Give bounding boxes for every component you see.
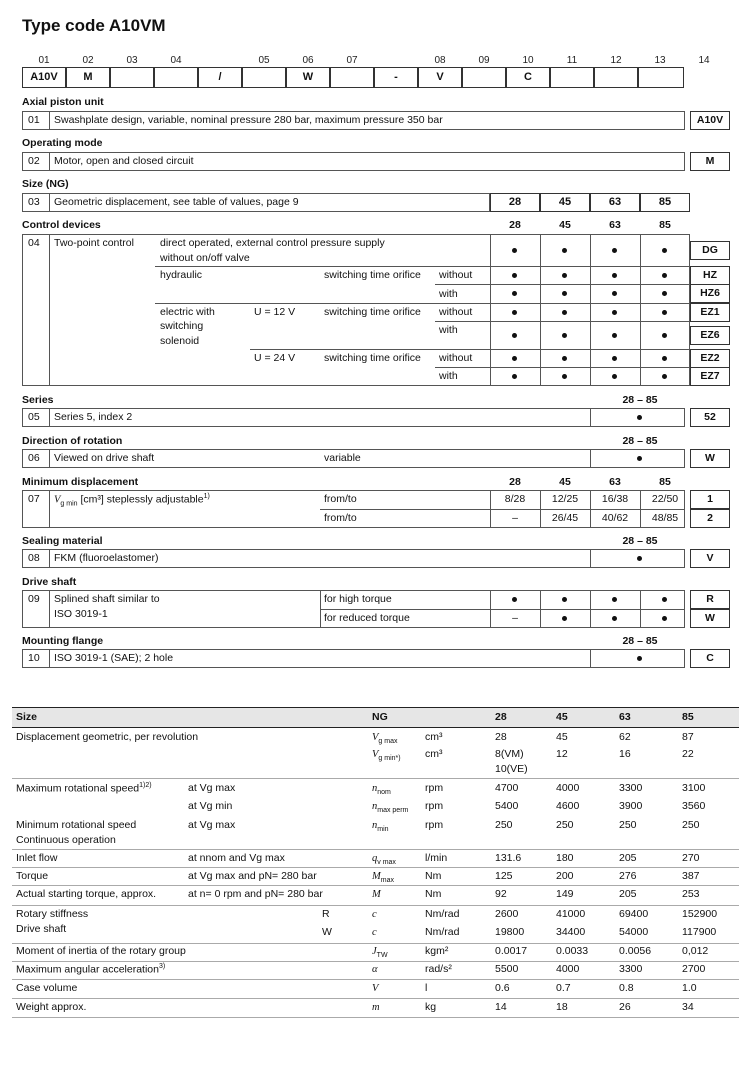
size-box: 85 xyxy=(640,193,690,212)
control-dot xyxy=(612,248,617,253)
table-row-unit: l xyxy=(425,982,428,994)
table-cell: 5400 xyxy=(495,800,519,812)
table-row-label: Weight approx. xyxy=(16,1001,87,1013)
table-row-symbol: $J_{TW}$ xyxy=(372,946,388,960)
control-name: Two-point control xyxy=(54,237,134,249)
control-with-3: with xyxy=(439,370,458,382)
table-cell: 4600 xyxy=(556,800,580,812)
table-cell: 54000 xyxy=(619,926,649,938)
table-row-symbol: m xyxy=(372,1002,380,1013)
section-header-control: Control devices xyxy=(22,219,101,231)
table-cell: 250 xyxy=(556,819,574,831)
section-header-flange: Mounting flange xyxy=(22,635,104,647)
table-row-condition: at Vg max xyxy=(188,819,236,831)
opmode-num: 02 xyxy=(28,155,40,167)
table-row-label: Inlet flow xyxy=(16,852,58,864)
flange-desc: ISO 3019-1 (SAE); 2 hole xyxy=(54,652,174,664)
code-cell xyxy=(110,67,154,88)
control-code: EZ6 xyxy=(690,326,730,345)
control-dot xyxy=(512,273,517,278)
table-cell: 2700 xyxy=(682,963,706,975)
table-row-symbol: $q_{v max}$ xyxy=(372,853,396,867)
mindisp-size-header: 45 xyxy=(559,476,571,488)
control-dot xyxy=(612,291,617,296)
table-cell: 0.0017 xyxy=(495,945,528,957)
series-dot xyxy=(637,415,642,420)
table-cell: 270 xyxy=(682,852,700,864)
rotation-dot xyxy=(637,456,642,461)
table-row-condition: W xyxy=(322,926,332,938)
control-dot xyxy=(662,248,667,253)
shaft-dot-red-45 xyxy=(562,616,567,621)
position-number: 07 xyxy=(346,55,358,66)
control-dot xyxy=(512,310,517,315)
table-cell: 4000 xyxy=(556,963,580,975)
mindisp-code-2: 2 xyxy=(690,509,730,528)
control-electric-3: solenoid xyxy=(160,335,200,347)
seal-range: 28 – 85 xyxy=(622,535,658,547)
series-range: 28 – 85 xyxy=(622,394,658,406)
series-desc: Series 5, index 2 xyxy=(54,411,133,423)
axial-code: A10V xyxy=(690,111,730,130)
table-cell: 34 xyxy=(682,1001,694,1013)
control-with-1: with xyxy=(439,288,458,300)
shaft-num: 09 xyxy=(28,593,40,605)
table-cell: 253 xyxy=(682,888,700,900)
table-cell: 69400 xyxy=(619,908,649,920)
mindisp-fromto-2: from/to xyxy=(324,512,357,524)
control-dot xyxy=(562,291,567,296)
code-cell: A10V xyxy=(22,67,66,88)
table-divider xyxy=(12,979,739,980)
control-dot xyxy=(662,291,667,296)
table-row-symbol: $n_{nom}$ xyxy=(372,783,391,797)
mindisp-num: 07 xyxy=(28,493,40,505)
shaft-high: for high torque xyxy=(324,593,392,605)
rotation-range: 28 – 85 xyxy=(622,435,658,447)
table-cell: 92 xyxy=(495,888,507,900)
table-cell: 200 xyxy=(556,870,574,882)
position-number: 03 xyxy=(126,55,138,66)
table-cell: 19800 xyxy=(495,926,525,938)
position-number: 06 xyxy=(302,55,314,66)
table-cell: 12 xyxy=(556,748,568,760)
size-desc: Geometric displacement, see table of values, page 9 xyxy=(54,196,299,208)
table-cell: 387 xyxy=(682,870,700,882)
control-without-1: without xyxy=(439,269,473,281)
position-number: 05 xyxy=(258,55,270,66)
table-row-label: Case volume xyxy=(16,982,78,994)
table-cell: 5500 xyxy=(495,963,519,975)
mindisp-value: 16/38 xyxy=(601,493,629,505)
table-row-condition: at Vg min xyxy=(188,800,233,812)
table-row-unit: cm³ xyxy=(425,731,443,743)
table-row-symbol: $V_{g max}$ xyxy=(372,732,398,746)
code-cell: - xyxy=(374,67,418,88)
mindisp-size-header: 28 xyxy=(509,476,521,488)
size-box: 28 xyxy=(490,193,540,212)
table-row-condition: at Vg max xyxy=(188,782,236,794)
table-header-ng: NG xyxy=(372,711,388,723)
mindisp-value: 26/45 xyxy=(551,512,579,524)
section-header-size: Size (NG) xyxy=(22,178,69,190)
table-cell: 1.0 xyxy=(682,982,697,994)
rotation-desc: Viewed on drive shaft xyxy=(54,452,155,464)
control-with-2: with xyxy=(439,324,458,336)
control-code: DG xyxy=(690,241,730,260)
table-row-symbol: $n_{min}$ xyxy=(372,820,389,834)
shaft-dot-high-45 xyxy=(562,597,567,602)
section-header-shaft: Drive shaft xyxy=(22,576,77,588)
control-dot xyxy=(512,291,517,296)
table-cell: 4000 xyxy=(556,782,580,794)
control-num: 04 xyxy=(28,237,40,249)
flange-range: 28 – 85 xyxy=(622,635,658,647)
page-title: Type code A10VM xyxy=(22,16,166,35)
code-cell xyxy=(154,67,198,88)
code-cell xyxy=(594,67,638,88)
mindisp-desc: $V_{g min}$ [cm³] steplessly adjustable$^{1)}$ xyxy=(54,493,210,508)
position-number: 09 xyxy=(478,55,490,66)
table-row-unit: Nm/rad xyxy=(425,908,460,920)
table-header-col: 45 xyxy=(556,711,568,723)
mindisp-value: 40/62 xyxy=(601,512,629,524)
table-cell: 87 xyxy=(682,731,694,743)
table-row-unit: rpm xyxy=(425,800,444,812)
table-cell: 3300 xyxy=(619,782,643,794)
table-row-condition: at Vg max and pN= 280 bar xyxy=(188,870,317,882)
table-cell-extra: 10(VE) xyxy=(495,763,528,775)
shaft-dot-high-28 xyxy=(512,597,517,602)
section-header-rotation: Direction of rotation xyxy=(22,435,123,447)
table-cell: 16 xyxy=(619,748,631,760)
table-cell: 276 xyxy=(619,870,637,882)
control-orifice-1: switching time orifice xyxy=(324,269,421,281)
table-cell: 18 xyxy=(556,1001,568,1013)
control-without-2: without xyxy=(439,306,473,318)
flange-code: C xyxy=(690,649,730,668)
mindisp-fromto-1: from/to xyxy=(324,493,357,505)
table-row-symbol: V xyxy=(372,983,379,994)
section-header-mindisp: Minimum displacement xyxy=(22,476,139,488)
control-orifice-3: switching time orifice xyxy=(324,352,421,364)
table-cell: 3100 xyxy=(682,782,706,794)
table-row-symbol: $V_{g min*)}$ xyxy=(372,749,401,763)
table-row-unit: rpm xyxy=(425,782,444,794)
table-row-label: Maximum rotational speed$^{1)2)}$ xyxy=(16,782,152,795)
axial-desc: Swashplate design, variable, nominal pressure 280 bar, maximum pressure 350 bar xyxy=(54,114,443,126)
mindisp-value: 12/25 xyxy=(551,493,579,505)
control-dot xyxy=(612,273,617,278)
shaft-desc2: ISO 3019-1 xyxy=(54,608,108,620)
position-number: 12 xyxy=(610,55,622,66)
seal-desc: FKM (fluoroelastomer) xyxy=(54,552,159,564)
table-row-label: Moment of inertia of the rotary group xyxy=(16,945,186,957)
control-dot xyxy=(512,356,517,361)
shaft-dot-high-63 xyxy=(612,597,617,602)
code-cell xyxy=(330,67,374,88)
mindisp-size-header: 85 xyxy=(659,476,671,488)
code-cell: V xyxy=(418,67,462,88)
control-dot xyxy=(662,333,667,338)
table-cell: 14 xyxy=(495,1001,507,1013)
table-row-label: Rotary stiffness xyxy=(16,908,89,920)
control-dot xyxy=(512,248,517,253)
seal-code: V xyxy=(690,549,730,568)
control-direct2: without on/off valve xyxy=(160,252,250,264)
table-row-condition: at n= 0 rpm and pN= 280 bar xyxy=(188,888,323,900)
code-cell: C xyxy=(506,67,550,88)
table-cell: 125 xyxy=(495,870,513,882)
control-u24: U = 24 V xyxy=(254,352,296,364)
control-dot xyxy=(512,374,517,379)
opmode-code: M xyxy=(690,152,730,171)
table-divider xyxy=(12,905,739,906)
table-row-label2: Continuous operation xyxy=(16,834,116,846)
table-header-col: 85 xyxy=(682,711,694,723)
table-cell: 0.0033 xyxy=(556,945,589,957)
table-divider xyxy=(12,778,739,779)
position-number: 02 xyxy=(82,55,94,66)
rotation-num: 06 xyxy=(28,452,40,464)
control-dot xyxy=(562,248,567,253)
table-cell: 149 xyxy=(556,888,574,900)
table-row-symbol: α xyxy=(372,964,378,975)
control-electric-1: electric with xyxy=(160,306,215,318)
table-cell: 3900 xyxy=(619,800,643,812)
table-header-size: Size xyxy=(16,711,38,723)
mindisp-value: – xyxy=(512,512,518,524)
table-row-symbol: c xyxy=(372,909,377,920)
shaft-reduced: for reduced torque xyxy=(324,612,410,624)
table-row-unit: Nm xyxy=(425,870,442,882)
table-row-symbol: $n_{max perm}$ xyxy=(372,801,409,815)
seal-num: 08 xyxy=(28,552,40,564)
control-size-header: 85 xyxy=(659,219,671,231)
table-cell: 28 xyxy=(495,731,507,743)
table-cell: 250 xyxy=(619,819,637,831)
series-code: 52 xyxy=(690,408,730,427)
control-without-3: without xyxy=(439,352,473,364)
shaft-code-1: R xyxy=(690,590,730,609)
table-cell: 180 xyxy=(556,852,574,864)
control-dot xyxy=(562,356,567,361)
control-dot xyxy=(612,374,617,379)
table-row-unit: Nm xyxy=(425,888,442,900)
table-cell: 0.0056 xyxy=(619,945,652,957)
control-direct: direct operated, external control pressure supply xyxy=(160,237,385,249)
size-box: 63 xyxy=(590,193,640,212)
size-num: 03 xyxy=(28,196,40,208)
table-divider xyxy=(12,885,739,886)
shaft-code-2: W xyxy=(690,609,730,628)
control-size-header: 28 xyxy=(509,219,521,231)
control-dot xyxy=(512,333,517,338)
control-dot xyxy=(662,310,667,315)
table-cell: 3300 xyxy=(619,963,643,975)
opmode-desc: Motor, open and closed circuit xyxy=(54,155,194,167)
position-number: 13 xyxy=(654,55,666,66)
table-cell: 34400 xyxy=(556,926,586,938)
table-divider xyxy=(12,1017,739,1018)
control-u12: U = 12 V xyxy=(254,306,296,318)
control-code: EZ2 xyxy=(690,349,730,368)
shaft-dot-red-85 xyxy=(662,616,667,621)
code-cell: W xyxy=(286,67,330,88)
table-cell: 62 xyxy=(619,731,631,743)
table-header-col: 28 xyxy=(495,711,507,723)
table-cell: 22 xyxy=(682,748,694,760)
flange-dot xyxy=(637,656,642,661)
table-divider xyxy=(12,961,739,962)
mindisp-value: 22/50 xyxy=(651,493,679,505)
code-cell: / xyxy=(198,67,242,88)
table-row-label: Torque xyxy=(16,870,49,882)
control-dot xyxy=(662,374,667,379)
table-cell: 205 xyxy=(619,888,637,900)
table-header-col: 63 xyxy=(619,711,631,723)
position-number: 14 xyxy=(698,55,710,66)
table-row-condition: R xyxy=(322,908,330,920)
mindisp-value: 48/85 xyxy=(651,512,679,524)
section-header-series: Series xyxy=(22,394,54,406)
table-row-unit: cm³ xyxy=(425,748,443,760)
table-divider xyxy=(12,943,739,944)
control-dot xyxy=(562,333,567,338)
table-cell: 0.7 xyxy=(556,982,571,994)
control-dot xyxy=(612,310,617,315)
table-cell: 152900 xyxy=(682,908,718,920)
code-cell xyxy=(550,67,594,88)
control-code: EZ1 xyxy=(690,303,730,322)
shaft-dash: – xyxy=(512,612,518,624)
table-row-symbol: M xyxy=(372,889,381,900)
table-row-unit: kgm² xyxy=(425,945,449,957)
table-row-label: Maximum angular acceleration$^{3)}$ xyxy=(16,963,166,976)
axial-num: 01 xyxy=(28,114,40,126)
control-dot xyxy=(562,374,567,379)
position-number: 04 xyxy=(170,55,182,66)
table-cell: 0,012 xyxy=(682,945,709,957)
rotation-code: W xyxy=(690,449,730,468)
control-electric-2: switching xyxy=(160,320,204,332)
table-divider xyxy=(12,867,739,868)
table-cell: 131.6 xyxy=(495,852,522,864)
table-cell: 26 xyxy=(619,1001,631,1013)
table-row-symbol: $M_{max}$ xyxy=(372,871,394,885)
shaft-dot-red-63 xyxy=(612,616,617,621)
code-cell xyxy=(638,67,684,88)
control-size-header: 63 xyxy=(609,219,621,231)
control-dot xyxy=(562,273,567,278)
control-dot xyxy=(612,333,617,338)
table-row-unit: rpm xyxy=(425,819,444,831)
size-box: 45 xyxy=(540,193,590,212)
control-code: HZ6 xyxy=(690,284,730,303)
table-cell: 3560 xyxy=(682,800,706,812)
table-cell: 0.6 xyxy=(495,982,510,994)
shaft-dot-high-85 xyxy=(662,597,667,602)
rotation-variable: variable xyxy=(324,452,361,464)
control-size-header: 45 xyxy=(559,219,571,231)
control-dot xyxy=(662,356,667,361)
table-cell: 205 xyxy=(619,852,637,864)
table-cell: 0.8 xyxy=(619,982,634,994)
mindisp-code-1: 1 xyxy=(690,490,730,509)
code-cell xyxy=(462,67,506,88)
table-row-label: Displacement geometric, per revolution xyxy=(16,731,199,743)
table-row-label: Actual starting torque, approx. xyxy=(16,888,157,900)
table-row-label: Minimum rotational speed xyxy=(16,819,137,831)
code-cell: M xyxy=(66,67,110,88)
table-cell: 45 xyxy=(556,731,568,743)
table-row-unit: kg xyxy=(425,1001,437,1013)
table-cell: 117900 xyxy=(682,926,717,938)
table-divider xyxy=(12,849,739,850)
control-orifice-2: switching time orifice xyxy=(324,306,421,318)
section-header-axial: Axial piston unit xyxy=(22,96,104,108)
position-number: 01 xyxy=(38,55,50,66)
section-header-opmode: Operating mode xyxy=(22,137,103,149)
position-number: 08 xyxy=(434,55,446,66)
position-number: 11 xyxy=(566,55,578,66)
mindisp-value: 8/28 xyxy=(504,493,526,505)
table-row-unit: l/min xyxy=(425,852,448,864)
control-hydraulic: hydraulic xyxy=(160,269,203,281)
control-dot xyxy=(562,310,567,315)
code-cell xyxy=(242,67,286,88)
control-dot xyxy=(662,273,667,278)
control-code: EZ7 xyxy=(690,367,730,386)
series-num: 05 xyxy=(28,411,40,423)
control-dot xyxy=(612,356,617,361)
position-number: 10 xyxy=(522,55,534,66)
mindisp-size-header: 63 xyxy=(609,476,621,488)
table-cell: 2600 xyxy=(495,908,519,920)
table-row-unit: rad/s² xyxy=(425,963,452,975)
flange-num: 10 xyxy=(28,652,40,664)
table-divider xyxy=(12,998,739,999)
control-code: HZ xyxy=(690,266,730,285)
table-cell: 8(VM) xyxy=(495,748,524,760)
seal-dot xyxy=(637,556,642,561)
table-row-unit: Nm/rad xyxy=(425,926,460,938)
table-row-symbol: c xyxy=(372,927,377,938)
table-cell: 41000 xyxy=(556,908,586,920)
table-row-label2: Drive shaft xyxy=(16,923,67,935)
section-header-seal: Sealing material xyxy=(22,535,103,547)
table-cell: 250 xyxy=(495,819,513,831)
table-row-condition: at nnom and Vg max xyxy=(188,852,285,864)
table-cell: 4700 xyxy=(495,782,519,794)
shaft-desc1: Splined shaft similar to xyxy=(54,593,160,605)
table-cell: 250 xyxy=(682,819,700,831)
